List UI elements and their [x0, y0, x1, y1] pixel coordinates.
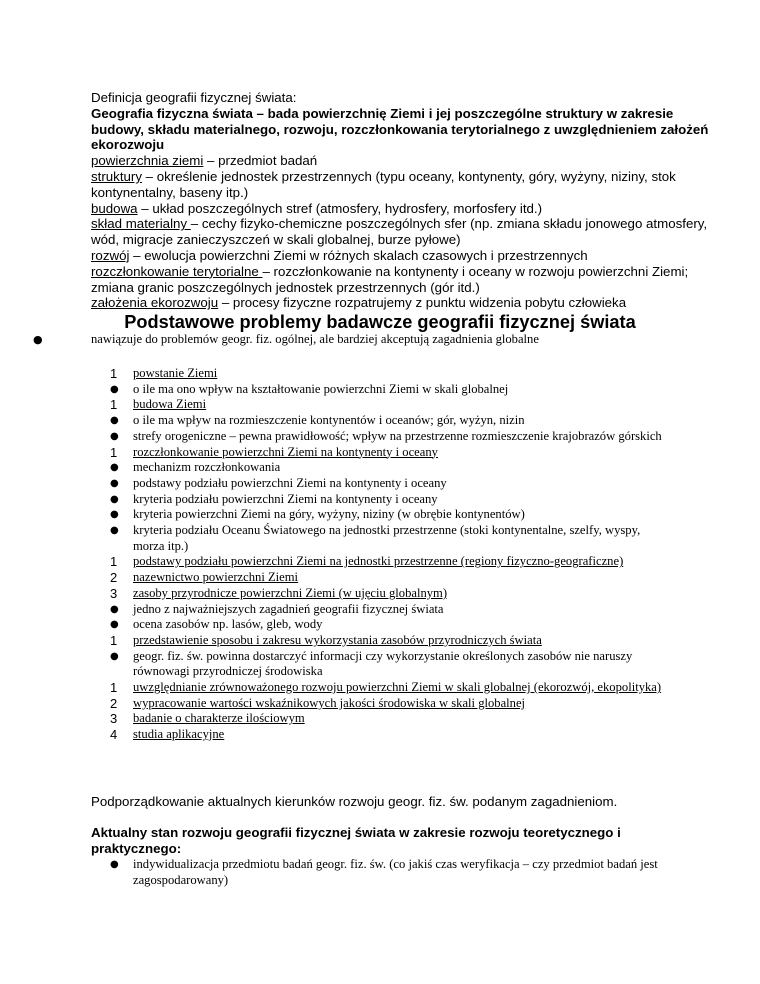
list-item [0, 397, 673, 413]
definition-term-description: – przedmiot badań [203, 153, 318, 169]
list-item-text: ocena zasobów np. lasów, gleb, wody [133, 617, 323, 632]
definition-term: struktury [91, 168, 142, 184]
list-item [0, 633, 673, 649]
definition-term: rozwój [91, 247, 130, 263]
number-marker: 1 [110, 632, 118, 648]
list-item-text: powstanie Ziemi [133, 366, 218, 380]
bullet-marker: ● [33, 333, 43, 346]
definition-term: budowa [91, 200, 138, 216]
list-item-text: kryteria powierzchni Ziemi na góry, wyżyny, niziny (w obrębie kontynentów) [133, 507, 525, 522]
list-item-text: podstawy podziału powierzchni Ziemi na kontynenty i oceany [133, 475, 447, 490]
list-item [0, 507, 673, 523]
number-marker: 1 [110, 366, 118, 381]
section-heading: Podstawowe problemy badawcze geografii fizycznej świata [124, 312, 636, 332]
list-item [0, 554, 673, 570]
definition-term-line [91, 295, 711, 311]
list-item-text: rozczłonkowanie powierzchni Ziemi na kontynenty i oceany [133, 444, 438, 459]
list-item-text: uwzględnianie zrównoważonego rozwoju powierzchni Ziemi w skali globalnej (ekorozwój, ekopolityka) [133, 680, 662, 695]
list-item [0, 460, 673, 476]
definition-term: rozczłonkowanie terytorialne [91, 263, 263, 279]
definition-term-line [91, 264, 711, 296]
definition-title: Definicja geografii fizycznej świata: [91, 90, 297, 105]
list-item-text: badanie o charakterze ilościowym [133, 711, 305, 726]
bullet-marker: ● [110, 415, 119, 427]
list-item [0, 649, 673, 680]
summary-paragraph: Podporządkowanie aktualnych kierunków rozwoju geogr. fiz. św. podanym zagadnieniom. [91, 794, 618, 809]
list-item [0, 602, 673, 618]
number-marker: 3 [110, 711, 118, 727]
list-item-text: geogr. fiz. św. powinna dostarczyć informacji czy wykorzystanie określonych zasobów nie naruszy równowagi przyrodniczej środowiska [133, 648, 633, 679]
bullet-marker: ● [110, 650, 119, 662]
list-item [0, 476, 673, 492]
number-marker: 3 [110, 585, 118, 601]
list-item-text: przedstawienie sposobu i zakresu wykorzystania zasobów przyrodniczych świata [133, 632, 542, 647]
list-item-text: studia aplikacyjne [133, 727, 225, 742]
bullet-marker: ● [110, 859, 119, 870]
bullet-marker: ● [110, 477, 119, 489]
definition-text: Geografia fizyczna świata – bada powierzchnię Ziemi i jej poszczególne struktury w zakresie budowy, składu materialnego, rozwoju, rozczłonkowania terytorialnego z uwzględnieniem założeń ekorozwoju [91, 105, 709, 153]
list-item [0, 696, 673, 712]
definition-term-line [91, 216, 711, 248]
subsection-heading: Aktualny stan rozwoju geografii fizycznej świata w zakresie rozwoju teoretycznego i praktycznego: [91, 825, 621, 856]
definition-term: założenia ekorozwoju [91, 295, 219, 311]
number-marker: 2 [110, 570, 118, 586]
definition-term: powierzchnia ziemi [91, 153, 204, 169]
list-item [0, 366, 673, 382]
bullet-marker: ● [110, 493, 119, 505]
number-marker: 2 [110, 695, 118, 711]
definition-term-description: – określenie jednostek przestrzennych (typu oceany, kontynenty, góry, wyżyny, niziny, stok kontynentalny, baseny itp.) [91, 168, 676, 200]
bullet-marker: ● [110, 509, 119, 521]
list-item [0, 711, 673, 727]
definition-term-description: – układ poszczególnych stref (atmosfery, hydrosfery, morfosfery itd.) [137, 200, 543, 216]
list-item [0, 857, 673, 888]
bullet-text: nawiązuje do problemów geogr. fiz. ogólnej, ale bardziej akceptują zagadnienia globalne [91, 332, 539, 346]
bullet-marker: ● [110, 603, 119, 615]
definition-term-description: – rozczłonkowanie na kontynenty i oceany w rozwoju powierzchni Ziemi; zmiana granic poszczególnych jednostek przestrzennych (gór itd.) [91, 263, 689, 295]
list-item-text: mechanizm rozczłonkowania [133, 460, 281, 475]
definition-term-description: – ewolucja powierzchni Ziemi w różnych skalach czasowych i przestrzennych [129, 247, 588, 263]
definition-term-description: – procesy fizyczne rozpatrujemy z punktu widzenia pobytu człowieka [218, 295, 627, 311]
list-item [0, 523, 673, 554]
list-item-text: wypracowanie wartości wskaźnikowych jakości środowiska w skali globalnej [133, 695, 526, 710]
list-item [0, 680, 673, 696]
list-item-text: zasoby przyrodnicze powierzchni Ziemi (w ujęciu globalnym) [133, 585, 448, 600]
list-item-text: o ile ma ono wpływ na kształtowanie powierzchni Ziemi w skali globalnej [133, 381, 509, 396]
definition-section [91, 90, 711, 311]
list-item [0, 382, 673, 398]
number-marker: 1 [110, 680, 118, 696]
definition-term-line [91, 169, 711, 201]
list-item-text: kryteria podziału Oceanu Światowego na jednostki przestrzenne (stoki kontynentalne, szelfy, wyspy, morza itp.) [133, 523, 641, 553]
number-marker: 1 [110, 554, 118, 570]
list-item [0, 429, 673, 445]
definition-term-line [91, 201, 711, 217]
list-item-text: strefy orogeniczne – pewna prawidłowość; wpływ na przestrzenne rozmieszczenie krajobrazów górskich [133, 428, 662, 443]
bullet-marker: ● [110, 619, 119, 631]
list-item-text: podstawy podziału powierzchni Ziemi na jednostki przestrzenne (regiony fizyczno-geograficzne) [133, 554, 624, 569]
list-item [0, 570, 673, 586]
subsection-list [0, 857, 760, 888]
list-item-text: o ile ma wpływ na rozmieszczenie kontynentów i oceanów; gór, wyżyn, nizin [133, 413, 525, 428]
definition-term-line [91, 248, 711, 264]
problems-list [0, 366, 760, 743]
bullet-marker: ● [110, 383, 119, 395]
list-item-text: budowa Ziemi [133, 397, 207, 412]
list-item-text: kryteria podziału powierzchni Ziemi na kontynenty i oceany [133, 491, 438, 506]
list-item [0, 617, 673, 633]
list-item-text: nazewnictwo powierzchni Ziemi [133, 570, 299, 585]
list-item [0, 492, 673, 508]
terms-list [91, 153, 711, 311]
list-item-text: indywidualizacja przedmiotu badań geogr. fiz. św. (co jakiś czas weryfikacja – czy przedmiot badań jest zagospodarowany) [133, 857, 658, 887]
bullet-marker: ● [110, 430, 119, 442]
list-item [0, 445, 673, 461]
list-item [0, 727, 673, 743]
list-item-text: jedno z najważniejszych zagadnień geografii fizycznej świata [133, 601, 444, 616]
list-item [0, 586, 673, 602]
definition-term-line [91, 153, 711, 169]
bullet-marker: ● [110, 525, 119, 537]
definition-term-description: – cechy fizyko-chemiczne poszczególnych sfer (np. zmiana składu jonowego atmosfery, wód, migracje zanieczyszczeń w skali globalnej, burze pyłowe) [91, 216, 708, 248]
bullet-marker: ● [110, 462, 119, 474]
list-item [0, 413, 673, 429]
definition-term: skład materialny [91, 216, 191, 232]
number-marker: 1 [110, 444, 118, 460]
number-marker: 4 [110, 727, 118, 743]
number-marker: 1 [110, 397, 118, 413]
